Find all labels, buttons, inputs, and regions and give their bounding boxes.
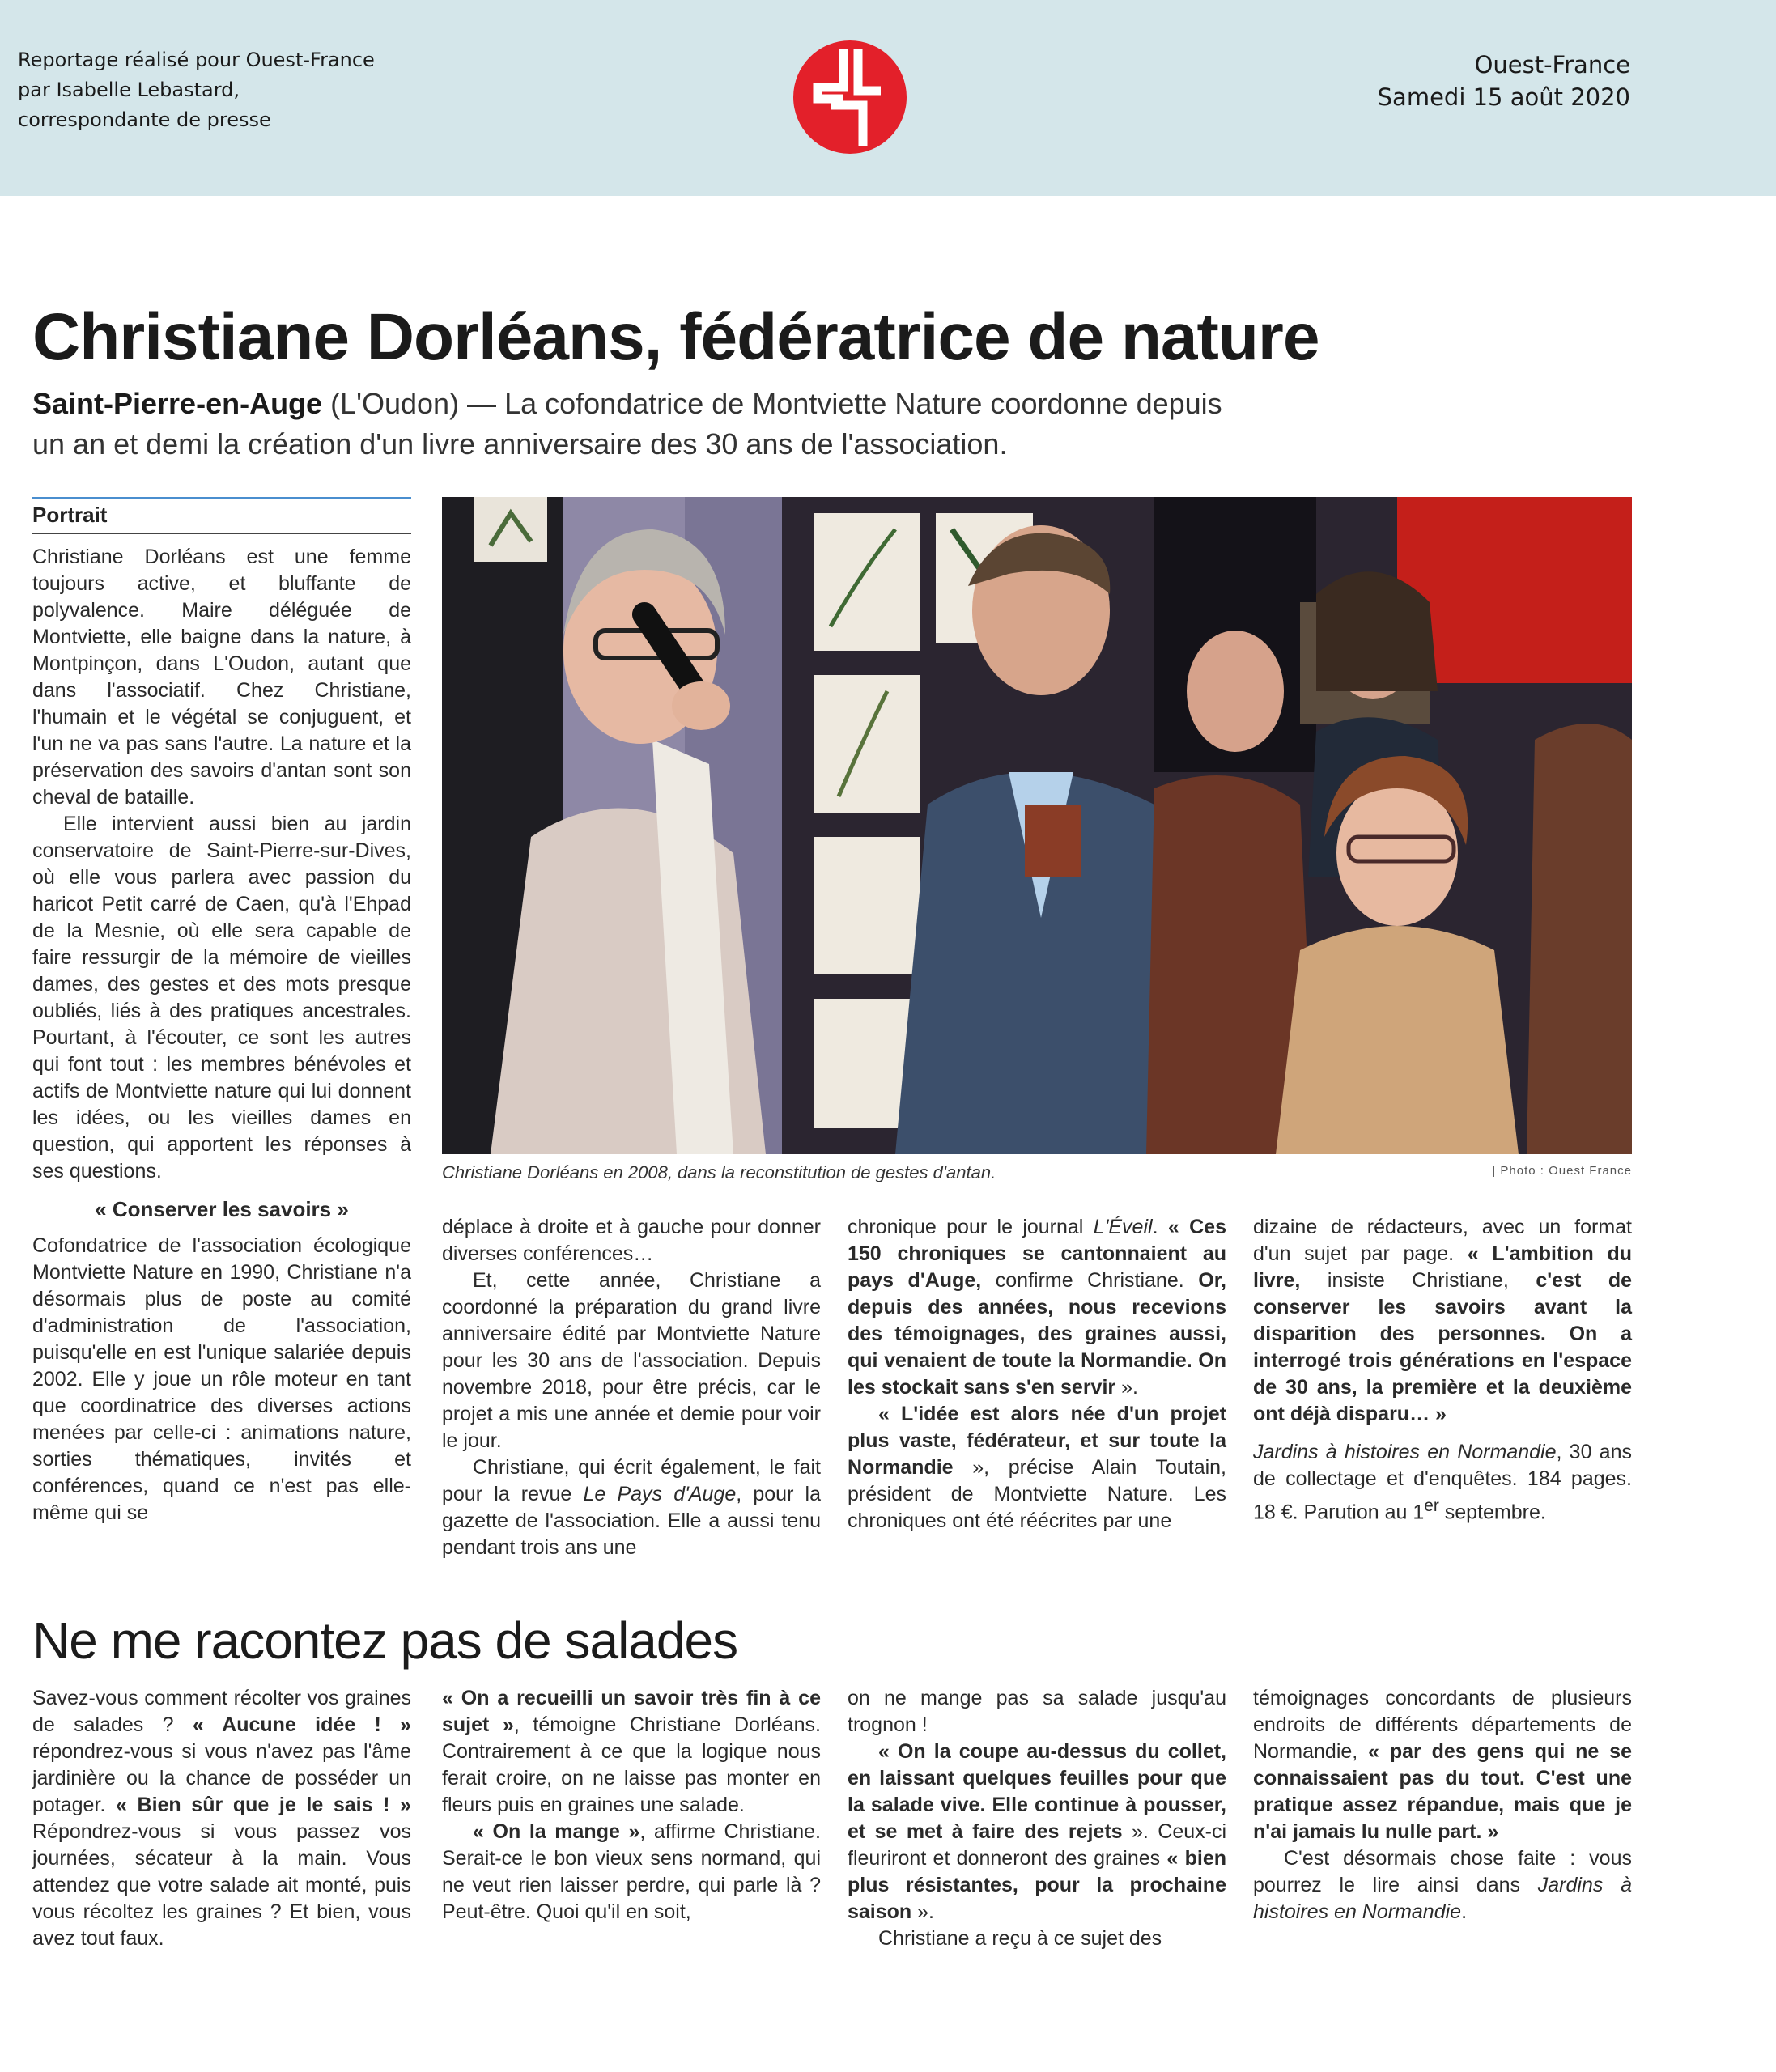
paragraph	[1253, 1685, 1632, 1845]
text: .	[1152, 1216, 1168, 1238]
paragraph: Christiane a reçu à ce sujet des	[878, 1927, 1162, 1950]
article-standfirst	[32, 384, 1247, 465]
quote: « L'idée est alors née d'un projet plus vaste, fédérateur, et sur toute la Normandie	[848, 1403, 1226, 1479]
book-info	[1253, 1439, 1632, 1526]
article-column-1	[32, 544, 411, 1526]
paragraph: Christiane Dorléans est une femme toujours active, et bluffante de polyvalence. Maire déléguée de Montviette, elle baigne dans la nature, à Montpinçon, dans L'Oudon, autant que dans l'associatif. Chez Christiane, l'humain et le végétal se conjuguent, et l'un ne va pas sans l'autre. La nature et la préservation des savoirs d'antan sont son cheval de bataille.	[32, 546, 411, 809]
paragraph	[848, 1401, 1226, 1535]
publication-name: Ouest-France	[1474, 51, 1630, 79]
text: Répondrez-vous si vous passez vos journées, sécateur à la main. Vous attendez que votre salade ait monté, puis vous récoltez les graines ? Et bien, vous avez tout faux.	[32, 1820, 411, 1950]
article-headline: Christiane Dorléans, fédératrice de nature	[32, 300, 1319, 374]
quote: « Aucune idée ! »	[192, 1713, 412, 1736]
text: , 30 ans de collectage et d'enquêtes. 184 pages. 18 €. Parution au 1	[1253, 1441, 1632, 1524]
quote: « par des gens qui ne se connaissaient pas du tout. C'est une pratique assez répandue, mais que je n'ai jamais lu nulle part. »	[1253, 1740, 1632, 1843]
article-column-2	[442, 1214, 821, 1561]
standfirst-place: Saint-Pierre-en-Auge	[32, 387, 323, 420]
quote: « On la mange »	[473, 1820, 640, 1843]
text: , pour la gazette de l'association. Elle a aussi tenu pendant trois ans une	[442, 1483, 822, 1559]
photo-illustration	[442, 497, 1632, 1154]
article2-column-1	[32, 1685, 411, 1952]
paragraph: on ne mange pas sa salade jusqu'au trognon !	[848, 1687, 1226, 1736]
text: Savez-vous comment récolter vos graines de salades ?	[32, 1687, 411, 1736]
standfirst-area: (L'Oudon) —	[330, 387, 497, 420]
paragraph	[1253, 1845, 1632, 1926]
text: ».	[911, 1900, 934, 1923]
book-title: Jardins à histoires en Normandie	[1253, 1874, 1632, 1923]
ouest-france-logo-icon	[793, 40, 907, 154]
credit-line: par Isabelle Lebastard,	[18, 79, 240, 101]
text: chronique pour le journal	[848, 1216, 1094, 1238]
article2-column-3	[848, 1685, 1226, 1952]
publication-date: Samedi 15 août 2020	[1377, 83, 1630, 111]
paragraph: Cofondatrice de l'association écologique Montviette Nature en 1990, Christiane n'a désormais plus de poste au comité d'administration de l'association, puisqu'elle en est l'unique salariée depuis 2002. Elle y joue un rôle moteur en tant que coordinatrice des diverses actions menées par celle-ci : animations nature, sorties thématiques, invités et conférences, quand ce n'est pas elle-même qui se	[32, 1234, 411, 1524]
article-photo	[442, 497, 1632, 1154]
text: confirme Christiane.	[981, 1269, 1199, 1292]
quote: Or, depuis des années, nous recevions des témoignages, des graines aussi, qui venaient de toute la Normandie. On les stockait sans s'en servir	[848, 1269, 1226, 1399]
publication-info	[1378, 49, 1630, 113]
quote: « On a recueilli un savoir très fin à ce sujet »	[442, 1687, 821, 1736]
text: », précise Alain Toutain, président de Montviette Nature. Les chroniques ont été réécrites par une	[848, 1456, 1226, 1532]
quote: « bien plus résistantes, pour la prochaine saison	[848, 1847, 1226, 1923]
text: .	[1461, 1900, 1468, 1923]
text: dizaine de rédacteurs, avec un format d'un sujet par page.	[1253, 1216, 1632, 1265]
paragraph: déplace à droite et à gauche pour donner diverses conférences…	[442, 1216, 821, 1265]
paragraph	[442, 1454, 821, 1561]
paragraph	[848, 1739, 1226, 1926]
text: ». Ceux-ci fleuriront et donneront des graines	[848, 1820, 1227, 1870]
paragraph: Elle intervient aussi bien au jardin conservatoire de Saint-Pierre-sur-Dives, où elle vous parlera avec passion du haricot Petit carré de Caen, qu'à l'Ehpad de la Mesnie, où elle sera capable de faire ressurgir de la mémoire de vieilles dames, des gestes et des mots presque oubliés, liés à des pratiques ancestrales. Pourtant, à l'écouter, ce sont les autres qui font tout : les membres bénévoles et actifs de Montviette nature qui lui donnent les idées, ou les vieilles dames en question, qui apportent les réponses à ses questions.	[32, 813, 411, 1182]
text: ».	[1115, 1376, 1138, 1399]
quote: « Ces 150 chroniques se cantonnaient au pays d'Auge,	[848, 1216, 1226, 1292]
photo-caption	[442, 1162, 1632, 1183]
book-title: Jardins à histoires en Normandie	[1253, 1441, 1557, 1463]
reporter-credit	[18, 45, 375, 135]
quote: « Bien sûr que je le sais ! »	[115, 1794, 411, 1816]
credit-line: correspondante de presse	[18, 108, 271, 131]
subheading: « Conserver les savoirs »	[95, 1197, 349, 1221]
quote: « L'ambition du livre,	[1253, 1242, 1632, 1292]
paragraph	[32, 1685, 411, 1952]
quote: « On la coupe au-dessus du collet, en laissant quelques feuilles pour que la salade vive. Elle continue à pousser, et se met à faire des rejets	[848, 1740, 1226, 1843]
standfirst-text: La cofondatrice de Montviette Nature coordonne depuis un an et demi la création d'un livre anniversaire des 30 ans de l'association.	[32, 387, 1222, 461]
article2-column-2	[442, 1685, 821, 1926]
article2-column-4	[1253, 1685, 1632, 1926]
text: septembre.	[1438, 1501, 1546, 1524]
article2-headline: Ne me racontez pas de salades	[32, 1611, 738, 1670]
text: , témoigne Christiane Dorléans. Contrairement à ce que la logique nous ferait croire, on ne laisse pas monter en fleurs puis en graines une salade.	[442, 1713, 821, 1816]
article-column-3	[848, 1214, 1226, 1535]
text: insiste Christiane,	[1300, 1269, 1536, 1292]
paragraph: Et, cette année, Christiane a coordonné la préparation du grand livre anniversaire édité par Montviette Nature pour les 30 ans de l'association. Depuis novembre 2018, pour être précis, car le projet a mis une année et demie pour voir le jour.	[442, 1269, 821, 1452]
text: répondrez-vous si vous n'avez pas l'âme jardinière ou la chance de posséder un potager.	[32, 1740, 411, 1816]
magazine-title: Le Pays d'Auge	[583, 1483, 737, 1505]
text: Christiane, qui écrit également, le fait pour la revue	[442, 1456, 821, 1505]
rubric-label: Portrait	[32, 497, 411, 534]
newspaper-title: L'Éveil	[1093, 1216, 1153, 1238]
caption-text: Christiane Dorléans en 2008, dans la reconstitution de gestes d'antan.	[442, 1162, 996, 1182]
paragraph	[1253, 1214, 1632, 1428]
photo-credit: | Photo : Ouest France	[1492, 1164, 1632, 1178]
superscript: er	[1424, 1497, 1439, 1515]
paragraph	[848, 1214, 1226, 1401]
credit-line: Reportage réalisé pour Ouest-France	[18, 49, 375, 71]
text: , affirme Christiane. Serait-ce le bon vieux sens normand, qui ne veut rien laisser perdre, qui parle là ? Peut-être. Quoi qu'il en soit,	[442, 1820, 821, 1923]
text: C'est désormais chose faite : vous pourrez le lire ainsi dans	[1253, 1847, 1632, 1896]
article-column-4	[1253, 1214, 1632, 1526]
paragraph	[442, 1819, 821, 1926]
header-banner	[0, 0, 1776, 196]
paragraph	[442, 1685, 821, 1819]
text: témoignages concordants de plusieurs endroits de différents départements de Normandie,	[1253, 1687, 1632, 1763]
quote: c'est de conserver les savoirs avant la disparition des personnes. On a interrogé trois générations en l'espace de 30 ans, la première et la deuxième ont déjà disparu… »	[1253, 1269, 1632, 1425]
